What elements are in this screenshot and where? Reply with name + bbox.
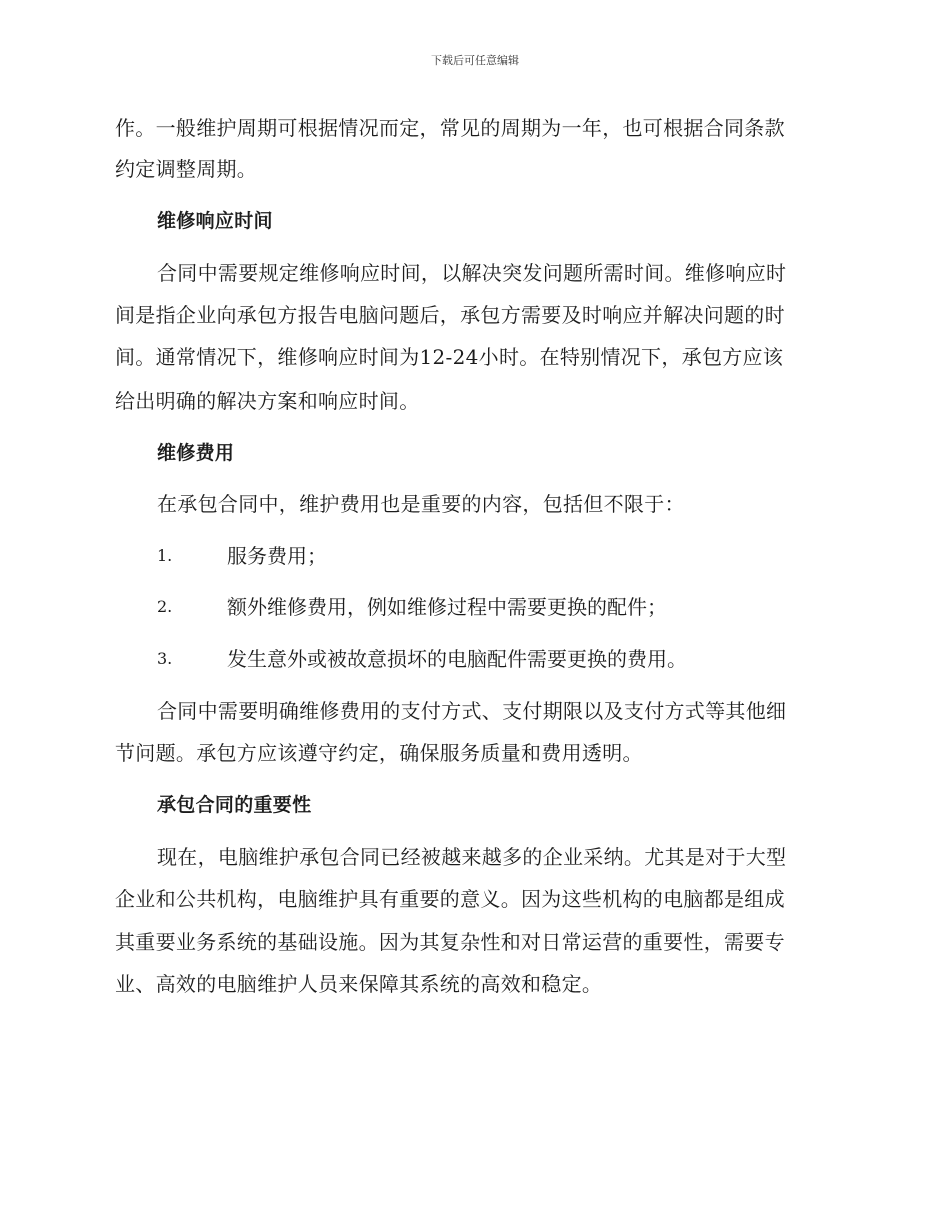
- list-number: 3.: [157, 649, 173, 668]
- paragraph-line: 约定调整周期。: [115, 157, 258, 181]
- paragraph-line: 合同中需要明确维修费用的支付方式、支付期限以及支付方式等其他细: [157, 699, 787, 723]
- paragraph-line: 间是指企业向承包方报告电脑问题后，承包方需要及时响应并解决问题的时: [115, 303, 785, 327]
- paragraph-line: 其重要业务系统的基础设施。因为其复杂性和对日常运营的重要性，需要专: [115, 930, 785, 954]
- section-heading-response-time: 维修响应时间: [157, 210, 273, 232]
- paragraph-line: 合同中需要规定维修响应时间，以解决突发问题所需时间。维修响应时: [157, 261, 787, 285]
- paragraph-line: 间。通常情况下，维修响应时间为12-24小时。在特别情况下，承包方应该: [115, 345, 784, 369]
- page-header: 下载后可任意编辑: [431, 54, 519, 67]
- paragraph-line: 现在，电脑维护承包合同已经被越来越多的企业采纳。尤其是对于大型: [157, 845, 787, 869]
- section-heading-cost: 维修费用: [157, 442, 235, 464]
- paragraph-line: 节问题。承包方应该遵守约定，确保服务质量和费用透明。: [115, 741, 643, 765]
- list-item: 额外维修费用，例如维修过程中需要更换的配件；: [227, 595, 667, 619]
- list-item: 发生意外或被故意损坏的电脑配件需要更换的费用。: [227, 647, 687, 671]
- list-number: 1.: [157, 546, 173, 565]
- paragraph-line: 业、高效的电脑维护人员来保障其系统的高效和稳定。: [115, 972, 603, 996]
- section-heading-importance: 承包合同的重要性: [157, 794, 312, 816]
- paragraph-line: 作。一般维护周期可根据情况而定，常见的周期为一年，也可根据合同条款: [115, 116, 785, 140]
- paragraph-line: 企业和公共机构，电脑维护具有重要的意义。因为这些机构的电脑都是组成: [115, 887, 785, 911]
- list-item: 服务费用；: [227, 544, 327, 568]
- paragraph-line: 给出明确的解决方案和响应时间。: [115, 389, 420, 413]
- paragraph-line: 在承包合同中，维护费用也是重要的内容，包括但不限于：: [157, 492, 685, 516]
- list-number: 2.: [157, 597, 173, 616]
